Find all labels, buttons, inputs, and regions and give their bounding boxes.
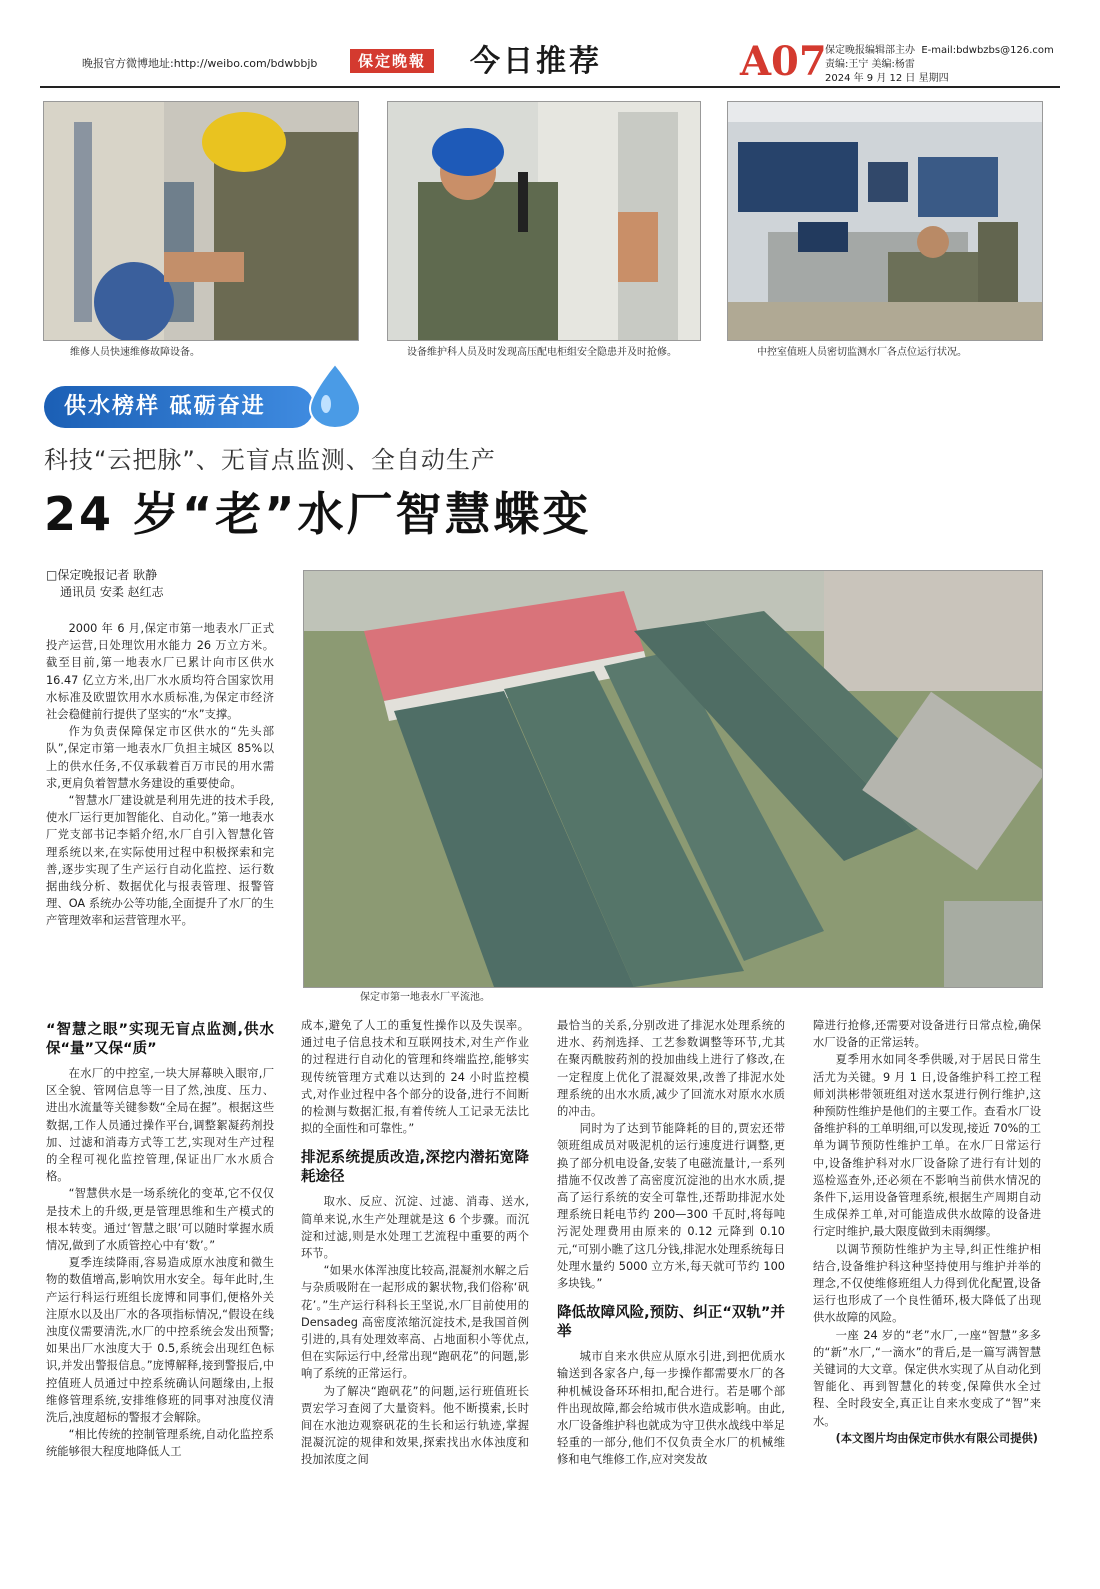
intro-paragraph: 2000 年 6 月,保定市第一地表水厂正式投产运营,日处理饮用水能力 26 万立方米。截至目前,第一地表水厂已累计向市区供水 16.47 亿立方米,出厂水水质均符合国家饮用水标准及欧盟饮用水水质标准,为保定市经济社会稳健前行提供了坚实的“水”支撑。: [46, 622, 274, 722]
reporter: □保定晚报记者 耿静: [46, 568, 158, 582]
section-title: 今日推荐: [470, 44, 602, 79]
column-banner: 供水榜样 砥砺奋进: [44, 386, 314, 428]
byline: [46, 567, 164, 601]
aerial-caption: 保定市第一地表水厂平流池。: [360, 992, 490, 1003]
col4-paragraph: 障进行抢修,还需要对设备进行日常点检,确保水厂设备的正常运转。: [813, 1019, 1041, 1050]
photo-control-room: [727, 101, 1043, 341]
section-1: [46, 1015, 274, 1461]
header-rule: [40, 86, 1060, 88]
column-3: [557, 1017, 785, 1469]
intro-paragraph: 作为负责保障保定市区供水的“先头部队”,保定市第一地表水厂负担主城区 85%以上的供水任务,不仅承载着百万市民的用水需求,更肩负着智慧水务建设的重要使命。: [46, 725, 274, 790]
section-1-paragraph: 夏季连续降雨,容易造成原水浊度和微生物的数值增高,影响饮用水安全。每年此时,生产运行科运行班组长庞博和同事们,便格外关注原水以及出厂水的各项指标情况,“假设在线浊度仪需要清洗,水厂的中控系统会发出预警;如果出厂水浊度大于 0.5,系统会出现红色标识,并发出警报信息。”庞博解释,接到警报后,中控值班人员通过中控系统确认问题缘由,上报维修管理系统,安排维修班的同事对浊度仪清洗后,浊度超标的警报才会解除。: [46, 1256, 274, 1425]
col2-paragraph: 为了解决“跑矾花”的问题,运行班值班长贾宏学习查阅了大量资料。他不断摸索,长时间在水池边观察矾花的生长和运行轨迹,掌握混凝沉淀的规律和效果,探索找出水体浊度和投加浓度之间: [301, 1384, 529, 1467]
photo-repair-worker: [43, 101, 359, 341]
section-2-title: 排泥系统提质改造,深挖内潜拓宽降耗途径: [301, 1150, 529, 1186]
section-3-title: 降低故障风险,预防、纠正“双轨”并举: [557, 1305, 785, 1341]
section-1-paragraph: “相比传统的控制管理系统,自动化监控系统能够很大程度地降低人工: [46, 1428, 274, 1459]
photo-aerial-sedimentation-tanks: [303, 570, 1043, 988]
publisher: 保定晚报编辑部主办: [825, 45, 915, 56]
water-drop-icon: [300, 360, 370, 430]
editors: 责编:王宁 美编:杨雷: [825, 59, 915, 70]
photo-credit: (本文图片均由保定市供水有限公司提供): [835, 1431, 1038, 1445]
col4-paragraph: 以调节预防性维护为主导,纠正性维护相结合,设备维护科这种坚持使用与维护并举的理念,不仅使维修班组人力得到优化配置,设备运行也形成了一个良性循环,极大降低了出现供水故障的风险。: [813, 1242, 1041, 1325]
section-1-paragraph: 在水厂的中控室,一块大屏幕映入眼帘,厂区全貌、管网信息等一目了然,浊度、压力、进出水流量等关键参数“全局在握”。根据这些数据,工作人员通过操作平台,调整絮凝药剂投加、过滤和消毒方式等工艺,实现对生产过程的全程可视化监控管理,保证出厂水水质合格。: [46, 1067, 274, 1184]
subheadline: 科技“云把脉”、无盲点监测、全自动生产: [44, 446, 496, 474]
headline: 24 岁“老”水厂智慧蝶变: [44, 487, 592, 541]
col2-paragraph: “如果水体浑浊度比较高,混凝剂水解之后与杂质吸附在一起形成的絮状物,我们俗称‘矾花’。”生产运行科科长王坚说,水厂目前使用的 Densadeg 高密度浓缩沉淀技术,是我国首例引进的,具有处理效率高、占地面积小等优点,但在实际运行中,经常出现“跑矾花”的问题,影响了系统的正常运行。: [301, 1264, 529, 1381]
intro-text: [46, 620, 274, 930]
col3-paragraph: 最恰当的关系,分别改进了排泥水处理系统的进水、药剂选择、工艺参数调整等环节,尤其在聚丙酰胺药剂的投加曲线上进行了修改,在一定程度上优化了混凝效果,改善了排泥水处理系统的出水水质,减少了回流水对原水水质的冲击。: [557, 1019, 785, 1119]
issue-date: 2024 年 9 月 12 日 星期四: [825, 73, 949, 84]
correspondents: 通讯员 安柔 赵红志: [60, 585, 164, 599]
section-1-paragraph: “智慧供水是一场系统化的变革,它不仅仅是技术上的升级,更是管理思维和生产模式的根本转变。通过‘智慧之眼’可以随时掌握水质情况,做到了水质管控心中有‘数’。”: [46, 1187, 274, 1253]
photo-caption-1: 维修人员快速维修故障设备。: [70, 347, 200, 358]
photo-caption-2: 设备维护科人员及时发现高压配电柜组安全隐患并及时抢修。: [407, 347, 677, 358]
weibo-address: 晚报官方微博地址:http://weibo.com/bdwbbjb: [82, 57, 318, 70]
col3-paragraph: 城市自来水供应从原水引进,到把优质水输送到各家各户,每一步操作都需要水厂的各种机械设备环环相扣,配合进行。若是哪个部件出现故障,都会给城市供水造成影响。由此,水厂设备维护科也就成为守卫供水战线中举足轻重的一部分,他们不仅负责全水厂的机械维修和电气维修工作,应对突发故: [557, 1350, 785, 1467]
newspaper-logo: 保定晚報: [350, 49, 434, 73]
section-1-title: “智慧之眼”实现无盲点监测,供水保“量”又保“质”: [46, 1022, 274, 1057]
col2-paragraph: 成本,避免了人工的重复性操作以及失误率。通过电子信息技术和互联网技术,对生产作业的过程进行自动化的管理和终端监控,能够实现传统管理方式难以达到的 24 小时监控模式,对作业过程中各个部分的设备,进行不间断的检测与数据汇报,有着传统人工记录无法比拟的全面性和可靠性。”: [301, 1019, 529, 1136]
col4-paragraph: 夏季用水如同冬季供暖,对于居民日常生活尤为关键。9 月 1 日,设备维护科工控工程师刘洪彬带领班组对送水泵进行例行维护,这种预防性维护是他们的主要工作。查看水厂设备维护科的工单明细,可以发现,接近 70%的工单为调节预防性维护工单。在水厂日常运行中,设备维护科对水厂设备除了进行有计划的巡检巡查外,还必须在不影响当前供水情况的条件下,运用设备管理系统,根据生产周期自动生成保养工单,对可能造成供水故障的设备进行定时维护,最大限度做到未雨绸缪。: [813, 1053, 1041, 1239]
photo-maintenance-worker: [387, 101, 701, 341]
column-2: [301, 1017, 529, 1469]
masthead-info: [825, 44, 1054, 86]
intro-paragraph: “智慧水厂建设就是利用先进的技术手段,使水厂运行更加智能化、自动化。”第一地表水厂党支部书记李韬介绍,水厂自引入智慧化管理系统以来,在实际使用过程中积极探索和完善,逐步实现了生产运行自动化监控、运行数据曲线分析、数据优化与报表管理、报警管理、OA 系统办公等功能,全面提升了水厂的生产管理效率和运营管理水平。: [46, 794, 274, 928]
photo-caption-3: 中控室值班人员密切监测水厂各点位运行状况。: [757, 347, 967, 358]
col3-paragraph: 同时为了达到节能降耗的目的,贾宏还带领班组成员对吸泥机的运行速度进行调整,更换了部分机电设备,安装了电磁流量计,一系列措施不仅改善了高密度沉淀池的出水水质,提高了运行系统的安全可靠性,还帮助排泥水处理系统日耗电节约 200—300 千瓦时,将每吨污泥处理费用由原来的 0.12 元降到 0.10 元,“可别小瞧了这几分钱,排泥水处理系统每日处理水量约 5000 立方米,每天就可节约 100 多块钱。”: [557, 1122, 785, 1291]
page-number: A07: [740, 38, 827, 85]
email: E-mail:bdwbzbs@126.com: [921, 45, 1054, 56]
col4-paragraph: 一座 24 岁的“老”水厂,一座“智慧”多多的“新”水厂,“一滴水”的背后,是一篇写满智慧关键词的大文章。保定供水实现了从自动化到智能化、再到智慧化的转变,保障供水全过程、全时段安全,真正让自来水变成了“智”来水。: [813, 1328, 1041, 1428]
column-4: [813, 1017, 1041, 1447]
col2-paragraph: 取水、反应、沉淀、过滤、消毒、送水,简单来说,水生产处理就是这 6 个步骤。而沉淀和过滤,则是水处理工艺流程中重要的两个环节。: [301, 1195, 529, 1261]
